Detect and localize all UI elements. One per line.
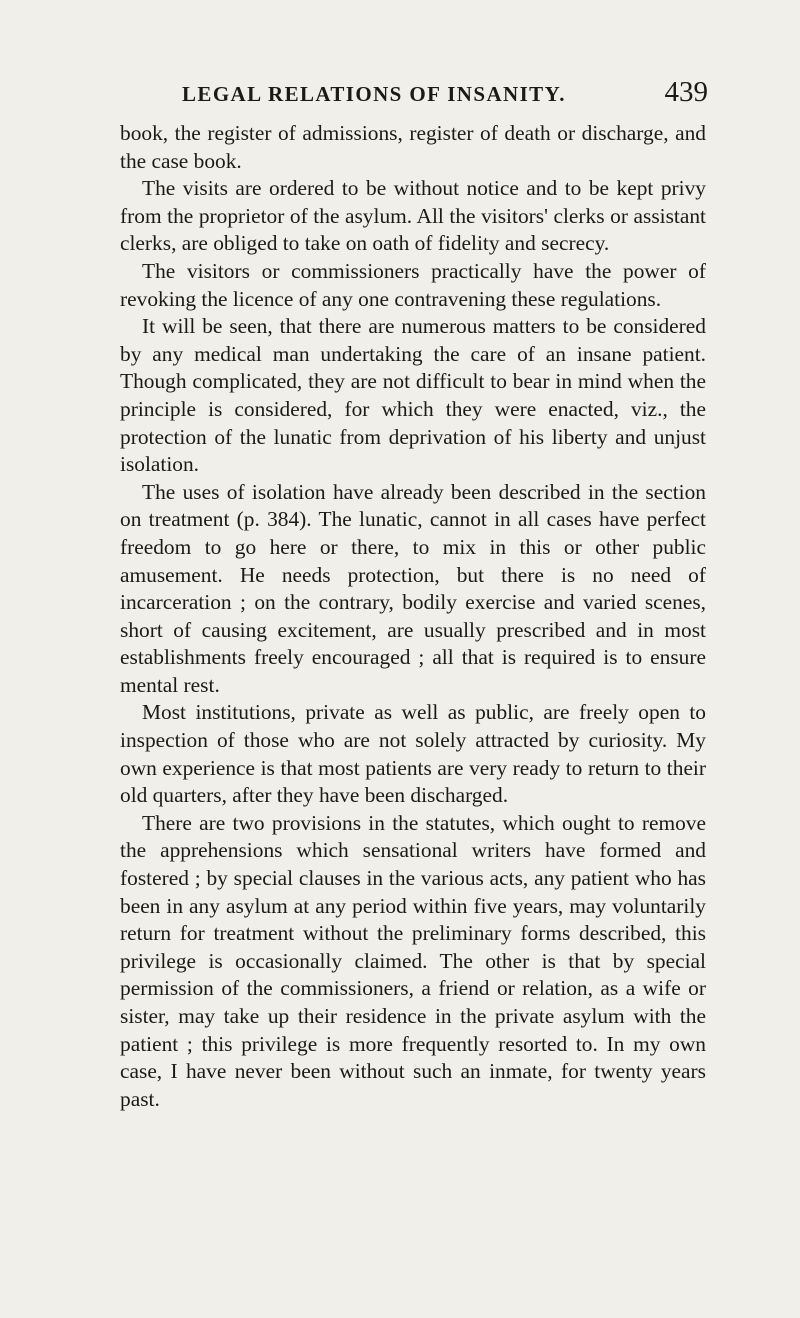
paragraph-visits: The visits are ordered to be without notice and to be kept privy from the proprietor of the asylum. All the visitors' clerks or assistant clerks, are obliged to take on oath of fidelity and secrecy. [120, 176, 706, 256]
paragraph-commissioners-power: The visitors or commissioners practically have the power of revoking the licence of any one contravening these regulations. [120, 258, 706, 311]
paragraph-provisions: There are two provisions in the statutes, which ought to remove the apprehensions which sensational writers have formed and fostered ; by special clauses in the various acts, any patient who has been in any asylum at any period within five years, may voluntarily return for treatment without the preliminary forms described, this privilege is occasionally claimed. The other is that by special permission of the commissioners, a friend or relation, as a wife or sister, may take up their residence in the private asylum with the patient ; this privilege is more frequently resorted to. In my own case, I have never been without such an inmate, for twenty years past. [120, 810, 706, 1111]
page-number: 439 [664, 76, 708, 108]
paragraph-continued: book, the register of admissions, register of death or discharge, and the case book. [120, 121, 706, 173]
paragraph-isolation: The uses of isolation have already been described in the section on treatment (p. 384). The lunatic, cannot in all cases have perfect freedom to go here or there, to mix in this or other public amusement. He needs protection, but there is no need of incarceration ; on the contrary, bodily exercise and varied scenes, short of causing excitement, are usually prescribed and in most establishments freely encouraged ; all that is required is to ensure mental rest. [120, 479, 706, 697]
paragraph-medical-matters: It will be seen, that there are numerous matters to be considered by any medical man undertaking the care of an insane patient. Though complicated, they are not difficult to bear in mind when the principle is considered, for which they were enacted, viz., the protection of the lunatic from deprivation of his liberty and unjust isolation. [120, 314, 706, 477]
paragraph-institutions: Most institutions, private as well as public, are freely open to inspection of those who are not solely attracted by curiosity. My own experience is that most patients are very ready to return to their old quarters, after they have been discharged. [120, 700, 706, 808]
running-header [120, 76, 708, 116]
running-title: LEGAL RELATIONS OF INSANITY. [182, 82, 566, 106]
body-text [120, 120, 706, 1113]
